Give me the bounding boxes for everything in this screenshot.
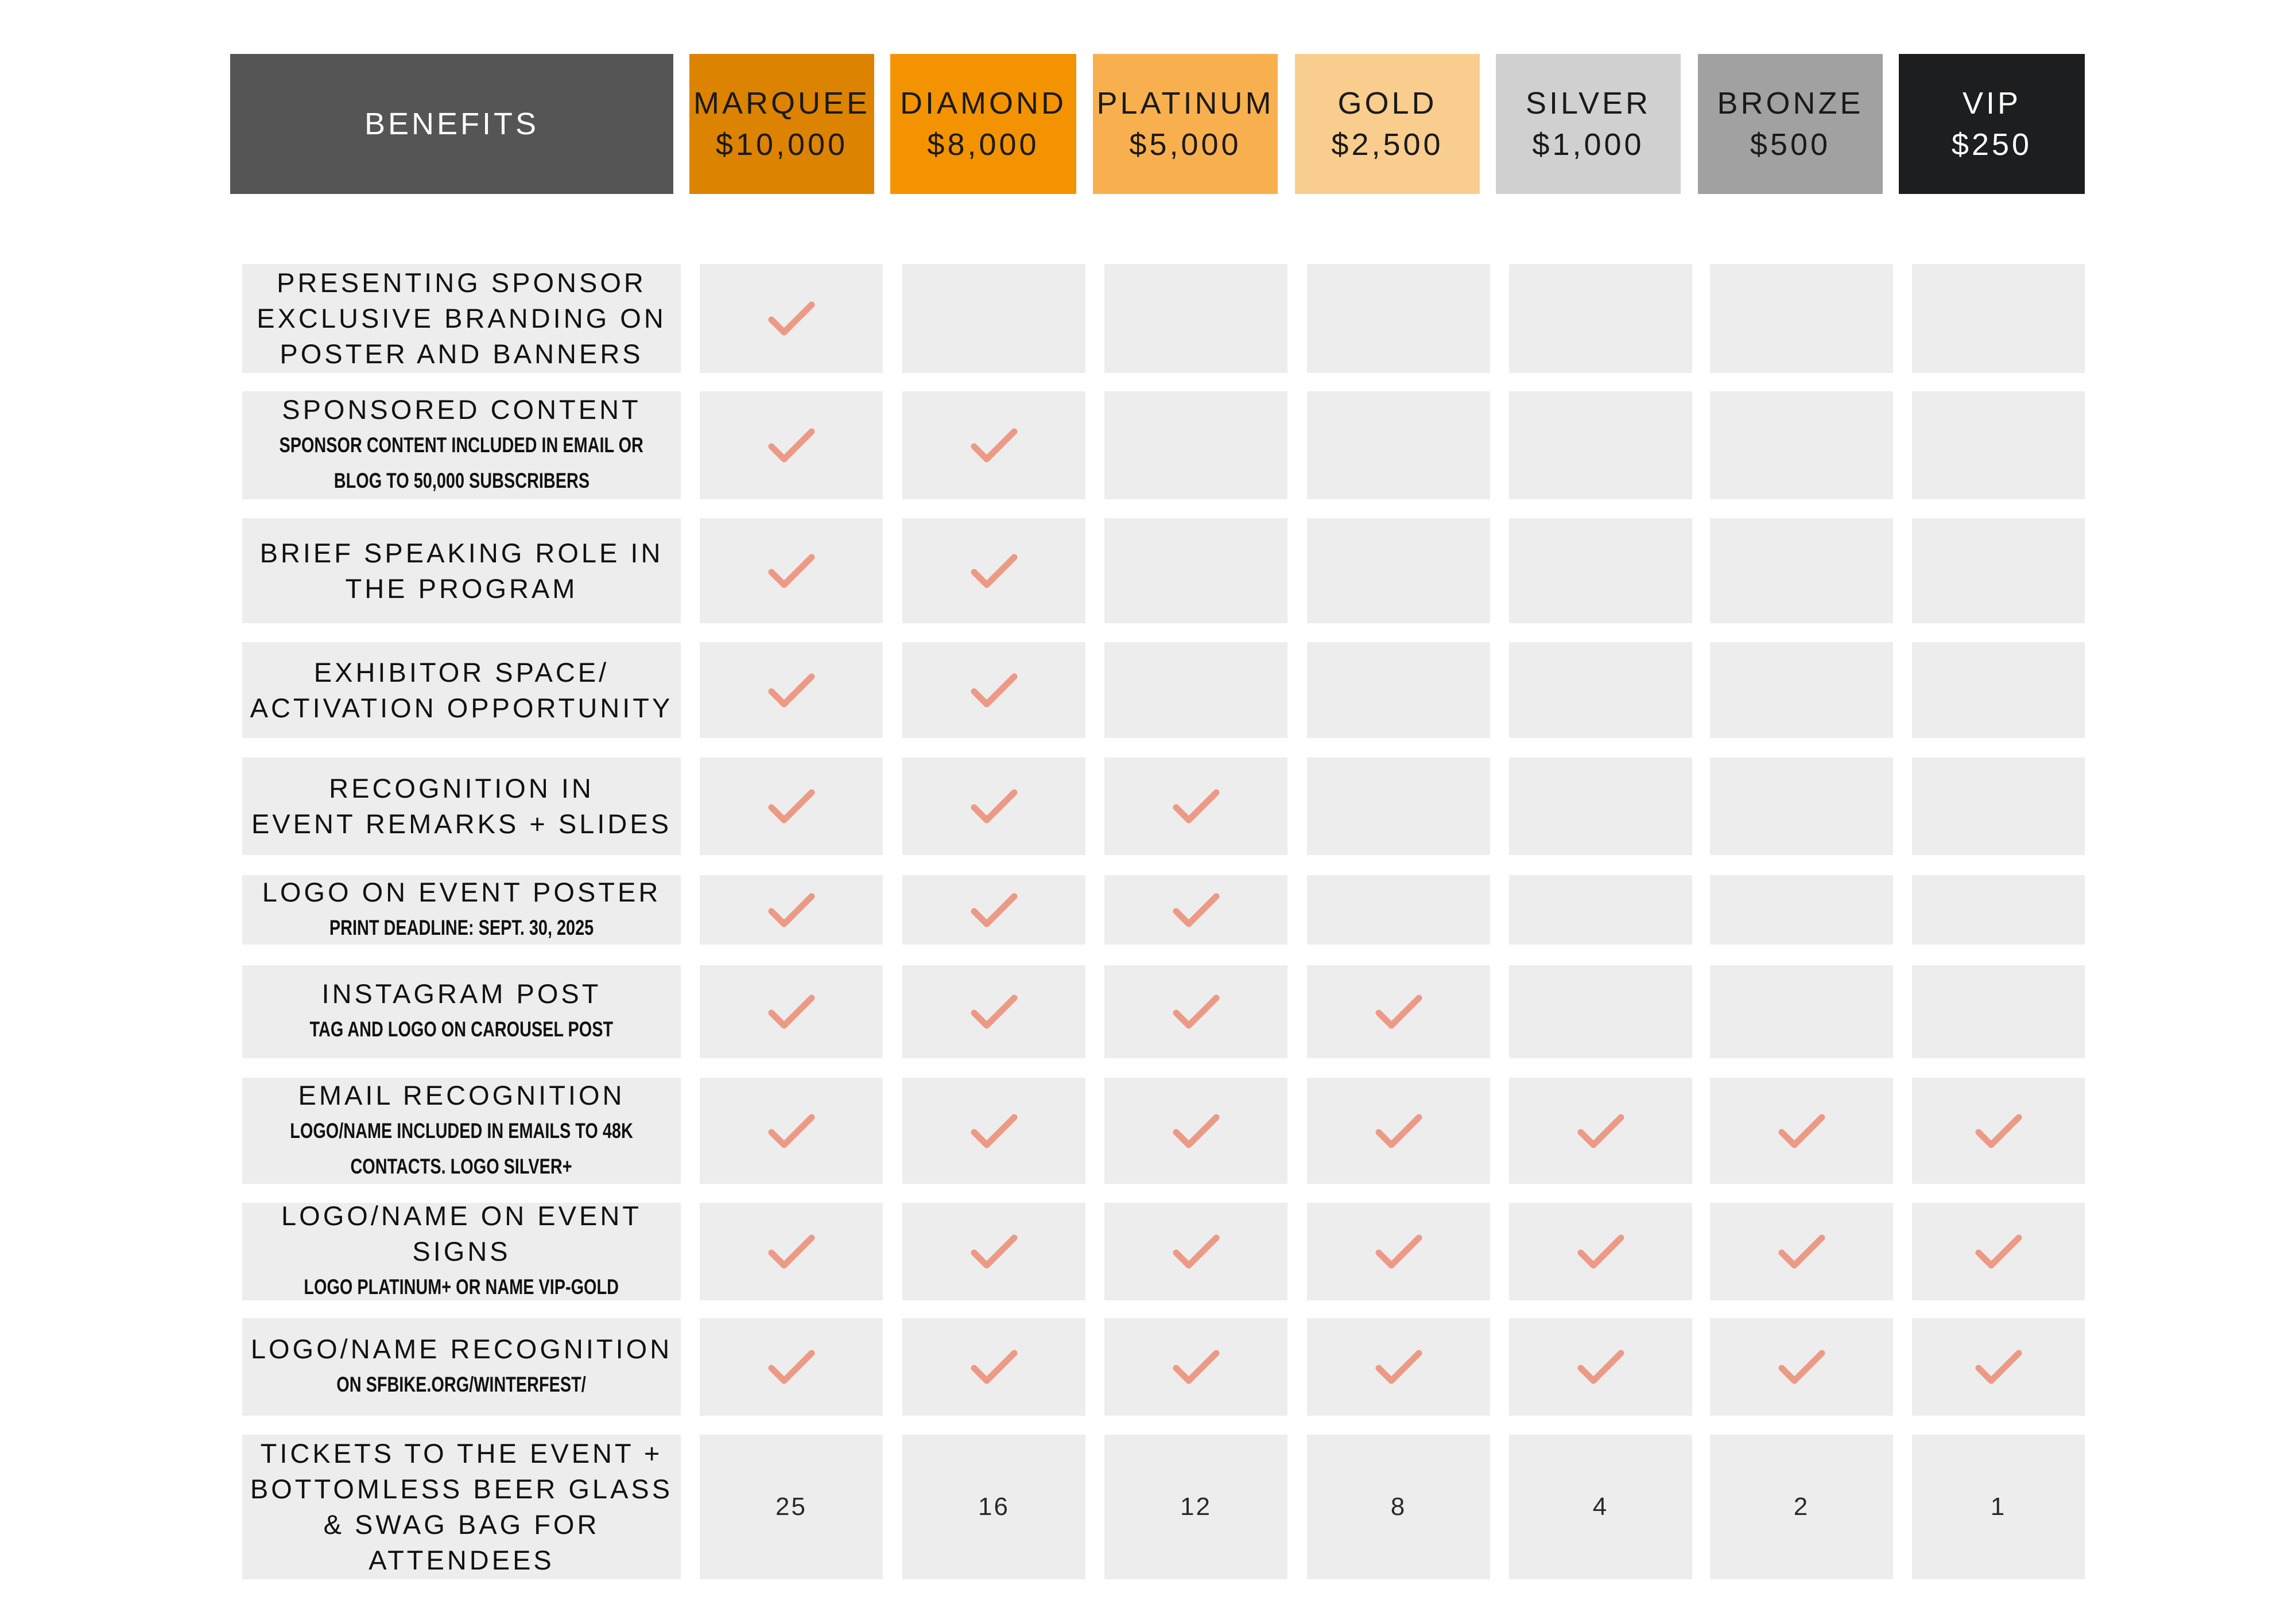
- check-icon: [1172, 1232, 1221, 1271]
- benefit-cell: [1912, 391, 2085, 499]
- check-icon: [1576, 1112, 1626, 1151]
- check-icon: [767, 551, 816, 590]
- benefit-label-cell: [242, 391, 681, 499]
- benefit-cell: [700, 391, 883, 499]
- check-mark: [767, 1232, 816, 1271]
- benefit-cell: [1307, 965, 1490, 1058]
- benefit-cell: [1307, 757, 1490, 855]
- benefit-cell: [1509, 1203, 1692, 1300]
- benefit-label-cell: [242, 264, 681, 373]
- benefit-label-cell: [242, 518, 681, 623]
- tier-header-diamond: [890, 54, 1076, 194]
- benefit-cell: [1710, 875, 1893, 945]
- check-icon: [1974, 1347, 2023, 1386]
- benefit-cell: [902, 1318, 1085, 1416]
- benefit-cell: [700, 518, 883, 623]
- tier-name: BRONZE: [1717, 86, 1864, 121]
- benefit-cell: [902, 1435, 1085, 1579]
- benefit-subtitle: CONTACTS. LOGO SILVER+: [350, 1154, 573, 1178]
- check-icon: [1576, 1347, 1626, 1386]
- tier-header-vip: [1899, 54, 2085, 194]
- check-mark: [969, 891, 1019, 930]
- benefit-cell: [902, 757, 1085, 855]
- ticket-count: 12: [1180, 1493, 1212, 1521]
- benefits-label: BENEFITS: [364, 107, 540, 141]
- benefit-cell: [902, 518, 1085, 623]
- benefit-title: INSTAGRAM POST: [321, 978, 602, 1009]
- check-icon: [767, 426, 816, 465]
- benefit-cell: [902, 264, 1085, 373]
- ticket-count: 1: [1990, 1493, 2007, 1521]
- benefit-cell: [700, 875, 883, 945]
- check-mark: [1374, 1112, 1424, 1151]
- benefit-cell: [902, 1203, 1085, 1300]
- benefit-label-cell: [242, 965, 681, 1058]
- tier-price: $2,500: [1331, 127, 1444, 162]
- benefit-cell: [700, 264, 883, 373]
- benefit-title: EXCLUSIVE BRANDING ON: [257, 303, 666, 333]
- ticket-count: 4: [1592, 1493, 1609, 1521]
- benefit-title: TICKETS TO THE EVENT +: [260, 1438, 663, 1469]
- benefit-label-cell: [242, 1078, 681, 1184]
- benefit-cell: [1509, 1318, 1692, 1416]
- benefit-cell: [1307, 875, 1490, 945]
- tier-price: $1,000: [1532, 127, 1645, 162]
- benefit-label-cell: [242, 875, 681, 945]
- check-mark: [1576, 1112, 1626, 1151]
- benefit-title: ACTIVATION OPPORTUNITY: [250, 692, 673, 723]
- benefit-cell: [700, 1318, 883, 1416]
- benefit-cell: [1307, 518, 1490, 623]
- tier-header-gold: [1295, 54, 1480, 194]
- check-mark: [767, 891, 816, 930]
- benefit-cell: [1509, 391, 1692, 499]
- check-icon: [1777, 1112, 1826, 1151]
- benefit-cell: [1912, 642, 2085, 738]
- check-icon: [767, 1112, 816, 1151]
- benefit-cell: [1912, 518, 2085, 623]
- check-icon: [1172, 787, 1221, 826]
- benefit-cell: [1710, 642, 1893, 738]
- benefit-title: LOGO/NAME ON EVENT SIGNS: [281, 1201, 642, 1267]
- tier-price: $10,000: [715, 127, 848, 162]
- check-icon: [1777, 1232, 1826, 1271]
- benefit-cell: [1912, 1203, 2085, 1300]
- benefit-title: BOTTOMLESS BEER GLASS: [250, 1474, 673, 1504]
- tier-header-silver: [1496, 54, 1681, 194]
- benefit-subtitle: SPONSOR CONTENT INCLUDED IN EMAIL OR: [279, 433, 644, 457]
- benefit-title: EVENT REMARKS + SLIDES: [251, 809, 672, 839]
- benefit-cell: [700, 757, 883, 855]
- check-mark: [969, 1347, 1019, 1386]
- benefit-cell: [902, 965, 1085, 1058]
- benefit-cell: [1912, 1318, 2085, 1416]
- benefit-cell: [1104, 264, 1287, 373]
- tier-name: MARQUEE: [693, 86, 871, 121]
- benefit-subtitle: TAG AND LOGO ON CAROUSEL POST: [309, 1017, 614, 1041]
- check-icon: [1777, 1347, 1826, 1386]
- check-icon: [767, 992, 816, 1031]
- benefit-cell: [1710, 1435, 1893, 1579]
- check-icon: [1576, 1232, 1626, 1271]
- benefit-subtitle: BLOG TO 50,000 SUBSCRIBERS: [333, 469, 589, 492]
- check-icon: [969, 891, 1019, 930]
- benefit-cell: [1307, 1078, 1490, 1184]
- check-mark: [767, 299, 816, 338]
- check-icon: [969, 671, 1019, 710]
- benefit-title: POSTER AND BANNERS: [280, 339, 643, 369]
- check-mark: [969, 992, 1019, 1031]
- benefit-cell: [1104, 1078, 1287, 1184]
- benefit-title: & SWAG BAG FOR: [323, 1509, 600, 1540]
- tier-name: SILVER: [1525, 86, 1651, 121]
- check-mark: [1974, 1347, 2023, 1386]
- check-mark: [1777, 1232, 1826, 1271]
- benefit-title: LOGO ON EVENT POSTER: [262, 876, 661, 907]
- tier-price: $5,000: [1129, 127, 1242, 162]
- benefit-cell: [1710, 757, 1893, 855]
- benefit-cell: [700, 1078, 883, 1184]
- check-icon: [767, 1232, 816, 1271]
- tier-price: $8,000: [927, 127, 1040, 162]
- check-mark: [969, 551, 1019, 590]
- benefit-cell: [1912, 264, 2085, 373]
- check-icon: [969, 1112, 1019, 1151]
- benefit-cell: [1104, 757, 1287, 855]
- benefit-subtitle: ON SFBIKE.ORG/WINTERFEST/: [336, 1373, 587, 1396]
- benefit-cell: [1307, 642, 1490, 738]
- check-icon: [767, 671, 816, 710]
- check-icon: [767, 787, 816, 826]
- benefit-cell: [700, 1203, 883, 1300]
- check-icon: [767, 891, 816, 930]
- benefit-cell: [700, 965, 883, 1058]
- benefit-cell: [1307, 1435, 1490, 1579]
- benefit-cell: [1104, 1203, 1287, 1300]
- check-mark: [1374, 992, 1424, 1031]
- benefit-cell: [902, 875, 1085, 945]
- ticket-count: 8: [1390, 1493, 1407, 1521]
- check-mark: [767, 787, 816, 826]
- benefit-cell: [1307, 1203, 1490, 1300]
- benefit-cell: [1710, 518, 1893, 623]
- check-mark: [1172, 1232, 1221, 1271]
- check-icon: [767, 1347, 816, 1386]
- benefit-cell: [1509, 264, 1692, 373]
- benefit-title: RECOGNITION IN: [329, 773, 594, 803]
- benefit-label-cell: [242, 757, 681, 855]
- benefit-subtitle: LOGO PLATINUM+ OR NAME VIP-GOLD: [304, 1275, 619, 1299]
- check-mark: [969, 1112, 1019, 1151]
- tier-header-platinum: [1093, 54, 1278, 194]
- check-mark: [767, 1112, 816, 1151]
- tier-header-bronze: [1698, 54, 1883, 194]
- check-mark: [969, 426, 1019, 465]
- check-icon: [1374, 992, 1424, 1031]
- benefit-title: BRIEF SPEAKING ROLE IN: [259, 537, 664, 568]
- benefit-label-cell: [242, 1318, 681, 1416]
- benefit-cell: [1912, 875, 2085, 945]
- benefit-cell: [1509, 518, 1692, 623]
- check-mark: [1576, 1347, 1626, 1386]
- check-mark: [1374, 1347, 1424, 1386]
- benefit-cell: [1104, 965, 1287, 1058]
- check-icon: [969, 1232, 1019, 1271]
- benefit-cell: [1912, 1078, 2085, 1184]
- benefit-cell: [700, 642, 883, 738]
- tier-header-marquee: [689, 54, 874, 194]
- tier-name: VIP: [1962, 86, 2022, 121]
- benefit-cell: [1104, 1435, 1287, 1579]
- check-mark: [767, 992, 816, 1031]
- check-mark: [969, 1232, 1019, 1271]
- check-icon: [969, 992, 1019, 1031]
- check-icon: [1172, 992, 1221, 1031]
- benefit-cell: [1912, 757, 2085, 855]
- benefit-label-cell: [242, 1203, 681, 1300]
- check-mark: [1974, 1232, 2023, 1271]
- benefit-cell: [1509, 1078, 1692, 1184]
- check-mark: [1777, 1112, 1826, 1151]
- benefit-cell: [902, 391, 1085, 499]
- benefit-label-cell: [242, 1435, 681, 1579]
- benefit-title: LOGO/NAME RECOGNITION: [250, 1334, 673, 1364]
- benefit-cell: [902, 642, 1085, 738]
- benefit-title: PRESENTING SPONSOR: [277, 267, 646, 298]
- benefit-label-cell: [242, 642, 681, 738]
- tier-price: $500: [1750, 127, 1831, 162]
- benefit-cell: [1509, 1435, 1692, 1579]
- check-mark: [1974, 1112, 2023, 1151]
- ticket-count: 2: [1793, 1493, 1810, 1521]
- benefit-title: ATTENDEES: [369, 1545, 554, 1575]
- check-mark: [969, 671, 1019, 710]
- benefit-subtitle: LOGO/NAME INCLUDED IN EMAILS TO 48K: [290, 1118, 633, 1143]
- benefit-cell: [1104, 1318, 1287, 1416]
- benefit-cell: [1509, 965, 1692, 1058]
- check-icon: [969, 426, 1019, 465]
- benefit-cell: [1710, 1078, 1893, 1184]
- benefit-cell: [1104, 518, 1287, 623]
- benefit-cell: [1710, 1203, 1893, 1300]
- benefit-subtitle: PRINT DEADLINE: SEPT. 30, 2025: [329, 915, 594, 939]
- check-icon: [1172, 1347, 1221, 1386]
- check-icon: [1974, 1232, 2023, 1271]
- benefit-cell: [1710, 391, 1893, 499]
- check-mark: [1777, 1347, 1826, 1386]
- check-icon: [1374, 1112, 1424, 1151]
- tier-name: DIAMOND: [900, 86, 1066, 121]
- benefit-title: EMAIL RECOGNITION: [298, 1079, 625, 1110]
- check-icon: [969, 787, 1019, 826]
- benefit-title: SPONSORED CONTENT: [282, 394, 641, 425]
- benefit-cell: [1104, 875, 1287, 945]
- check-mark: [1172, 787, 1221, 826]
- benefit-cell: [1509, 757, 1692, 855]
- benefit-cell: [1307, 264, 1490, 373]
- check-mark: [767, 426, 816, 465]
- check-mark: [767, 671, 816, 710]
- check-mark: [1172, 992, 1221, 1031]
- benefit-cell: [902, 1078, 1085, 1184]
- ticket-count: 16: [978, 1493, 1010, 1521]
- benefits-header: [230, 54, 673, 194]
- tier-name: GOLD: [1337, 86, 1437, 121]
- tier-price: $250: [1951, 127, 2033, 162]
- check-icon: [1374, 1347, 1424, 1386]
- benefit-cell: [1912, 965, 2085, 1058]
- check-icon: [1172, 891, 1221, 930]
- benefit-cell: [1104, 642, 1287, 738]
- check-mark: [969, 787, 1019, 826]
- check-mark: [1172, 1347, 1221, 1386]
- benefit-cell: [1710, 965, 1893, 1058]
- benefit-cell: [700, 1435, 883, 1579]
- ticket-count: 25: [775, 1493, 807, 1521]
- benefit-cell: [1307, 1318, 1490, 1416]
- tier-name: PLATINUM: [1096, 86, 1274, 121]
- check-mark: [767, 551, 816, 590]
- benefit-cell: [1710, 1318, 1893, 1416]
- benefit-cell: [1509, 642, 1692, 738]
- check-icon: [969, 1347, 1019, 1386]
- benefit-cell: [1104, 391, 1287, 499]
- benefit-title: EXHIBITOR SPACE/: [313, 656, 610, 687]
- check-icon: [1374, 1232, 1424, 1271]
- check-icon: [1172, 1112, 1221, 1151]
- check-mark: [1576, 1232, 1626, 1271]
- check-mark: [1172, 1112, 1221, 1151]
- benefit-cell: [1307, 391, 1490, 499]
- check-icon: [969, 551, 1019, 590]
- check-icon: [1974, 1112, 2023, 1151]
- check-mark: [767, 1347, 816, 1386]
- check-mark: [1374, 1232, 1424, 1271]
- check-icon: [767, 299, 816, 338]
- benefit-title: THE PROGRAM: [345, 573, 578, 604]
- benefit-cell: [1912, 1435, 2085, 1579]
- check-mark: [1172, 891, 1221, 930]
- benefit-cell: [1509, 875, 1692, 945]
- benefit-cell: [1710, 264, 1893, 373]
